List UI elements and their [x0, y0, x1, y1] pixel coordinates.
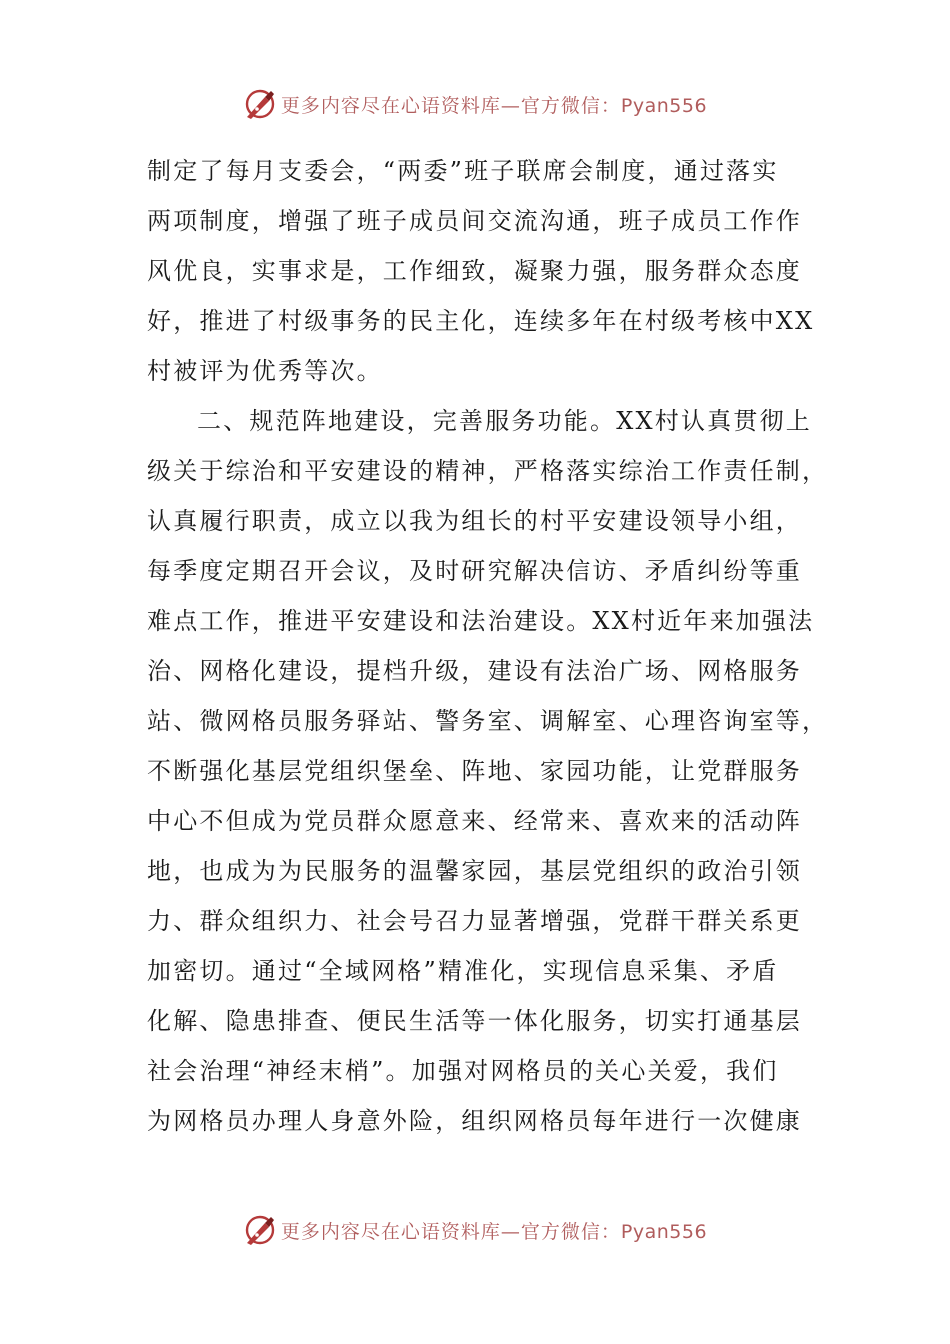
text-line: 村被评为优秀等次。	[147, 357, 383, 385]
footer-watermark	[0, 1208, 950, 1252]
text-line: 不断强化基层党组织堡垒、阵地、家园功能，让党群服务	[147, 757, 802, 785]
header-watermark-text: 更多内容尽在心语资料库—官方微信：	[280, 94, 621, 117]
text-line: 加密切。通过“全域网格”精准化，实现信息采集、矛盾	[147, 957, 779, 985]
text-line: 地，也成为为民服务的温馨家园，基层党组织的政治引领	[147, 857, 802, 885]
footer-watermark-text: 更多内容尽在心语资料库—官方微信：	[280, 1220, 621, 1243]
text-line: 级关于综治和平安建设的精神，严格落实综治工作责任制，	[147, 457, 829, 485]
pen-nib-circle-icon	[243, 87, 277, 121]
text-line: 认真履行职责，成立以我为组长的村平安建设领导小组，	[147, 507, 802, 535]
text-line: 每季度定期召开会议，及时研究解决信访、矛盾纠纷等重	[147, 557, 802, 585]
text-line: 站、微网格员服务驿站、警务室、调解室、心理咨询室等，	[147, 707, 829, 735]
text-line: 中心不但成为党员群众愿意来、经常来、喜欢来的活动阵	[147, 807, 802, 835]
header-wechat-id: Pyan556	[620, 94, 708, 117]
text-line: 好，推进了村级事务的民主化，连续多年在村级考核中XX	[147, 307, 815, 335]
text-line: 风优良，实事求是，工作细致，凝聚力强，服务群众态度	[147, 257, 802, 285]
text-line: 为网格员办理人身意外险，组织网格员每年进行一次健康	[147, 1107, 802, 1135]
text-line: 力、群众组织力、社会号召力显著增强，党群干群关系更	[147, 907, 802, 935]
document-body	[147, 146, 829, 1146]
text-line: 治、网格化建设，提档升级，建设有法治广场、网格服务	[147, 657, 802, 685]
text-line: 难点工作，推进平安建设和法治建设。XX村近年来加强法	[147, 607, 815, 635]
text-line: 社会治理“神经末梢”。加强对网格员的关心关爱，我们	[147, 1057, 779, 1085]
pen-nib-circle-icon	[243, 1213, 277, 1247]
header-watermark	[0, 82, 950, 126]
text-line: 化解、隐患排查、便民生活等一体化服务，切实打通基层	[147, 1007, 802, 1035]
text-line: 两项制度，增强了班子成员间交流沟通，班子成员工作作	[147, 207, 802, 235]
paragraph-start-line: 二、规范阵地建设，完善服务功能。XX村认真贯彻上	[197, 407, 812, 435]
footer-wechat-id: Pyan556	[620, 1220, 708, 1243]
text-line: 制定了每月支委会，“两委”班子联席会制度，通过落实	[147, 157, 779, 185]
